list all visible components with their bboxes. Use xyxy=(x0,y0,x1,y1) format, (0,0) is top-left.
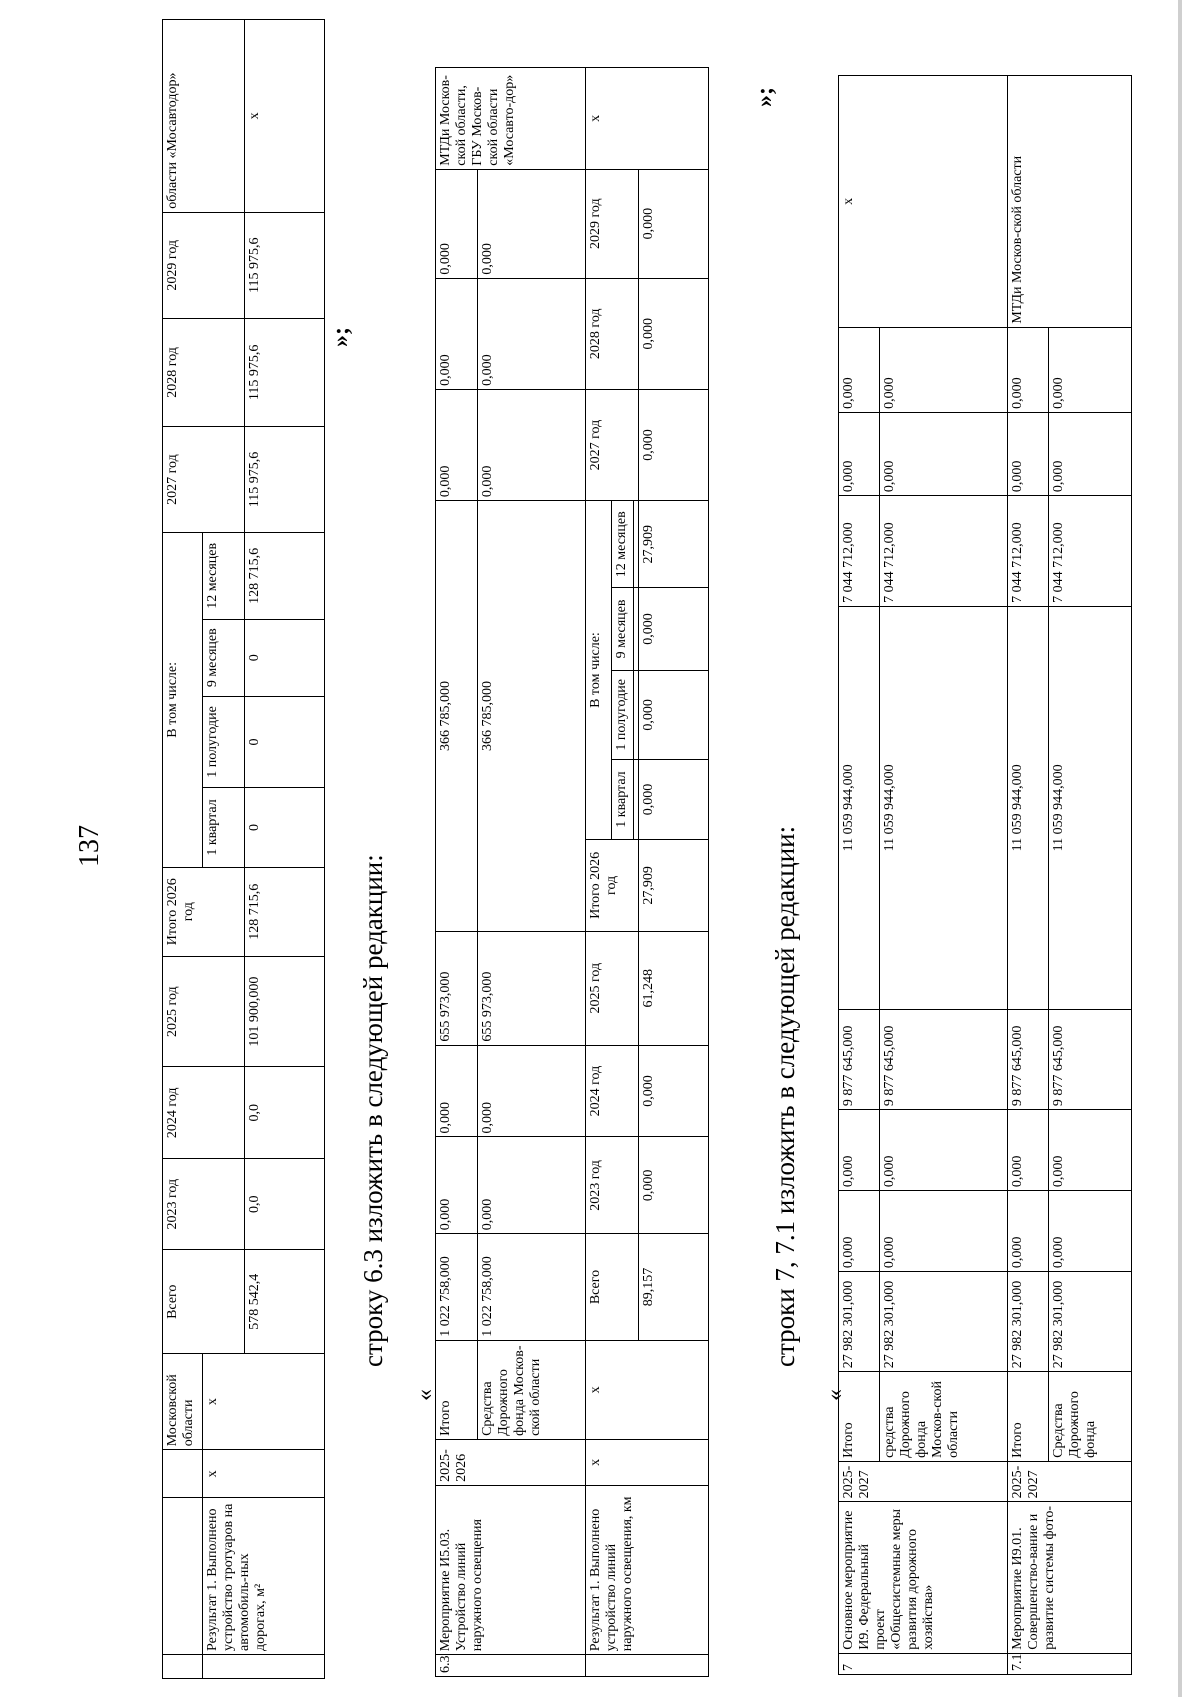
value-2025: 9 877 645,000 xyxy=(1008,1009,1049,1109)
header-2028: 2028 год xyxy=(163,318,245,426)
header-moscow-region: Московской области xyxy=(163,1354,203,1450)
heading-row-6-3: строку 6.3 изложить в следующей редакции: xyxy=(358,854,388,1367)
value-2027: 7 044 712,000 xyxy=(879,496,1007,607)
header-including: В том числе: xyxy=(163,533,203,868)
value-q1: 0 xyxy=(245,788,325,867)
row-source-fund: Средства Дорожного фонда Москов-ской области xyxy=(478,1340,586,1439)
value-2023: 0,000 xyxy=(879,1191,1007,1272)
row-source-fund: средства Дорожного фонда Москов-ской области xyxy=(879,1372,1007,1462)
value-vsego: 89,157 xyxy=(639,1234,709,1340)
value-2025: 9 877 645,000 xyxy=(1048,1009,1131,1109)
closing-quote-2: »; xyxy=(752,87,778,107)
value-2029: 0,000 xyxy=(436,169,478,278)
value-2027: 7 044 712,000 xyxy=(839,496,880,607)
row-source-itogo: Итого xyxy=(436,1340,478,1439)
value-2024: 0,000 xyxy=(839,1110,880,1191)
value-q1: 0,000 xyxy=(639,760,709,840)
result-name: Результат 1. Выполнено устройство линий наружного освещения, км xyxy=(586,1485,709,1654)
header-m9: 9 месяцев xyxy=(203,619,245,696)
value-2029: 0,000 xyxy=(839,327,880,412)
row-period: 2025-2026 xyxy=(436,1439,586,1485)
value-2029: 0,000 xyxy=(639,169,709,278)
value-2029: 0,000 xyxy=(1008,327,1049,412)
heading-rows-7-7-1: строки 7, 7.1 изложить в следующей редакции: xyxy=(770,825,800,1367)
table-row-6-3 xyxy=(435,67,709,1677)
value-2024: 0,000 xyxy=(478,1045,586,1137)
value-m9: 0,000 xyxy=(639,588,709,670)
row-source: х xyxy=(203,1354,325,1450)
cell xyxy=(163,1498,203,1655)
header-including: В том числе: xyxy=(586,501,612,840)
row-name: Мероприятие И5.03. Устройство линий наружного освещения xyxy=(436,1485,586,1654)
header-2027: 2027 год xyxy=(163,427,245,533)
closing-quote-1: »; xyxy=(328,327,354,347)
header-2024: 2024 год xyxy=(163,1067,245,1158)
header-2029: 2029 год xyxy=(586,169,639,278)
row-period: х xyxy=(203,1450,325,1498)
header-2029: 2029 год xyxy=(163,212,245,318)
header-m12: 12 месяцев xyxy=(203,533,245,620)
row-executor: х xyxy=(839,76,1008,328)
result-executor: х xyxy=(586,68,709,170)
value-2024: 0,000 xyxy=(639,1045,709,1137)
value-2029: 0,000 xyxy=(1048,327,1131,412)
row-period: 2025-2027 xyxy=(839,1461,1008,1502)
row-name: Результат 1. Выполнено устройство тротуаров на автомобиль-ных дорогах, м² xyxy=(203,1498,325,1655)
header-2025: 2025 год xyxy=(586,931,639,1045)
value-2023: 0,000 xyxy=(839,1191,880,1272)
value-executor: х xyxy=(245,20,325,213)
value-2027: 0,000 xyxy=(639,389,709,500)
row-executor: МТДи Москов-ской области, ГБУ Москов-ской области «Мосавто-дор» xyxy=(436,68,586,170)
value-m9: 0 xyxy=(245,619,325,696)
value-2024: 0,000 xyxy=(1008,1110,1049,1191)
value-h1: 0,000 xyxy=(639,670,709,760)
value-vsego: 578 542,4 xyxy=(245,1250,325,1354)
header-2028: 2028 год xyxy=(586,278,639,389)
value-2023: 0,000 xyxy=(478,1137,586,1234)
header-q1: 1 квартал xyxy=(612,760,634,840)
cell xyxy=(163,1450,203,1498)
cell xyxy=(203,1654,325,1678)
header-itogo-2026: Итого 2026 год xyxy=(163,867,245,956)
value-2026: 11 059 944,000 xyxy=(879,606,1007,1009)
value-2023: 0,000 xyxy=(639,1137,709,1234)
value-2027: 0,000 xyxy=(436,389,478,500)
value-vsego: 27 982 301,000 xyxy=(1008,1272,1049,1372)
value-2029: 115 975,6 xyxy=(245,212,325,318)
value-2028: 115 975,6 xyxy=(245,318,325,426)
value-vsego: 1 022 758,000 xyxy=(478,1234,586,1340)
header-m9: 9 месяцев xyxy=(612,588,634,670)
row-period: 2025-2027 xyxy=(1008,1461,1132,1502)
value-2027: 7 044 712,000 xyxy=(1048,496,1131,607)
value-2025: 9 877 645,000 xyxy=(839,1009,880,1109)
value-2028: 0,000 xyxy=(1008,412,1049,495)
header-2025: 2025 год xyxy=(163,956,245,1067)
cell xyxy=(163,1654,203,1678)
value-vsego: 27 982 301,000 xyxy=(1048,1272,1131,1372)
header-h1: 1 полугодие xyxy=(203,696,245,787)
header-vsego: Всего xyxy=(163,1250,245,1354)
value-itogo-2026: 27,909 xyxy=(639,839,709,931)
value-2026: 11 059 944,000 xyxy=(1008,606,1049,1009)
opening-quote-1: « xyxy=(412,1389,438,1401)
header-vsego: Всего xyxy=(586,1234,639,1340)
cell xyxy=(586,1655,709,1677)
value-2029: 0,000 xyxy=(478,169,586,278)
row-source-fund: Средства Дорожного фонда xyxy=(1048,1372,1131,1462)
value-h1: 0 xyxy=(245,696,325,787)
result-source: х xyxy=(586,1340,709,1439)
page-number: 137 xyxy=(74,825,105,867)
value-2024: 0,0 xyxy=(245,1067,325,1158)
value-2028: 0,000 xyxy=(639,278,709,389)
value-2028: 0,000 xyxy=(436,278,478,389)
row-number: 6.3 xyxy=(436,1655,586,1677)
value-2024: 0,000 xyxy=(879,1110,1007,1191)
value-2025: 101 900,000 xyxy=(245,956,325,1067)
header-2023: 2023 год xyxy=(586,1137,639,1234)
value-2029: 0,000 xyxy=(879,327,1007,412)
table-rows-7-7-1 xyxy=(838,75,1132,1675)
value-2026: 366 785,000 xyxy=(436,501,478,932)
value-2023: 0,000 xyxy=(1008,1191,1049,1272)
value-2028: 0,000 xyxy=(1048,412,1131,495)
opening-quote-2: « xyxy=(822,1389,848,1401)
header-executor: области «Мосавтодор» xyxy=(163,20,245,213)
value-m12: 128 715,6 xyxy=(245,533,325,620)
row-source-itogo: Итого xyxy=(839,1372,880,1462)
value-2023: 0,000 xyxy=(1048,1191,1131,1272)
value-2025: 61,248 xyxy=(639,931,709,1045)
row-source-itogo: Итого xyxy=(1008,1372,1049,1462)
header-q1: 1 квартал xyxy=(203,788,245,867)
header-2023: 2023 год xyxy=(163,1158,245,1249)
value-2024: 0,000 xyxy=(436,1045,478,1137)
row-name: Основное мероприятие И9. Федеральный проект «Общесистемные меры развития дорожного хозяйства» xyxy=(839,1502,1008,1653)
value-2027: 0,000 xyxy=(478,389,586,500)
value-2024: 0,000 xyxy=(1048,1110,1131,1191)
header-h1: 1 полугодие xyxy=(612,670,634,760)
value-2028: 0,000 xyxy=(839,412,880,495)
value-2023: 0,0 xyxy=(245,1158,325,1249)
value-2027: 115 975,6 xyxy=(245,427,325,533)
value-vsego: 27 982 301,000 xyxy=(879,1272,1007,1372)
header-m12: 12 месяцев xyxy=(612,501,634,588)
value-2025: 655 973,000 xyxy=(478,931,586,1045)
value-2028: 0,000 xyxy=(478,278,586,389)
row-number: 7.1 xyxy=(1008,1653,1132,1674)
table-sidewalks-result xyxy=(162,19,325,1679)
value-2028: 0,000 xyxy=(879,412,1007,495)
value-vsego: 27 982 301,000 xyxy=(839,1272,880,1372)
header-2024: 2024 год xyxy=(586,1045,639,1137)
value-m12: 27,909 xyxy=(639,501,709,588)
value-vsego: 1 022 758,000 xyxy=(436,1234,478,1340)
value-2023: 0,000 xyxy=(436,1137,478,1234)
value-itogo-2026: 128 715,6 xyxy=(245,867,325,956)
value-2027: 7 044 712,000 xyxy=(1008,496,1049,607)
result-period: х xyxy=(586,1439,709,1485)
scan-edge-stripe xyxy=(1178,0,1182,1697)
row-executor: МТДи Москов-ской области xyxy=(1008,76,1132,328)
row-name: Мероприятие И9.01. Совершенство-вание и развитие системы фото- xyxy=(1008,1502,1132,1653)
value-2026: 11 059 944,000 xyxy=(839,606,880,1009)
value-2025: 9 877 645,000 xyxy=(879,1009,1007,1109)
row-number: 7 xyxy=(839,1653,1008,1674)
header-2027: 2027 год xyxy=(586,389,639,500)
header-itogo-2026: Итого 2026 год xyxy=(586,839,639,931)
value-2026: 11 059 944,000 xyxy=(1048,606,1131,1009)
value-2026: 366 785,000 xyxy=(478,501,586,932)
value-2025: 655 973,000 xyxy=(436,931,478,1045)
